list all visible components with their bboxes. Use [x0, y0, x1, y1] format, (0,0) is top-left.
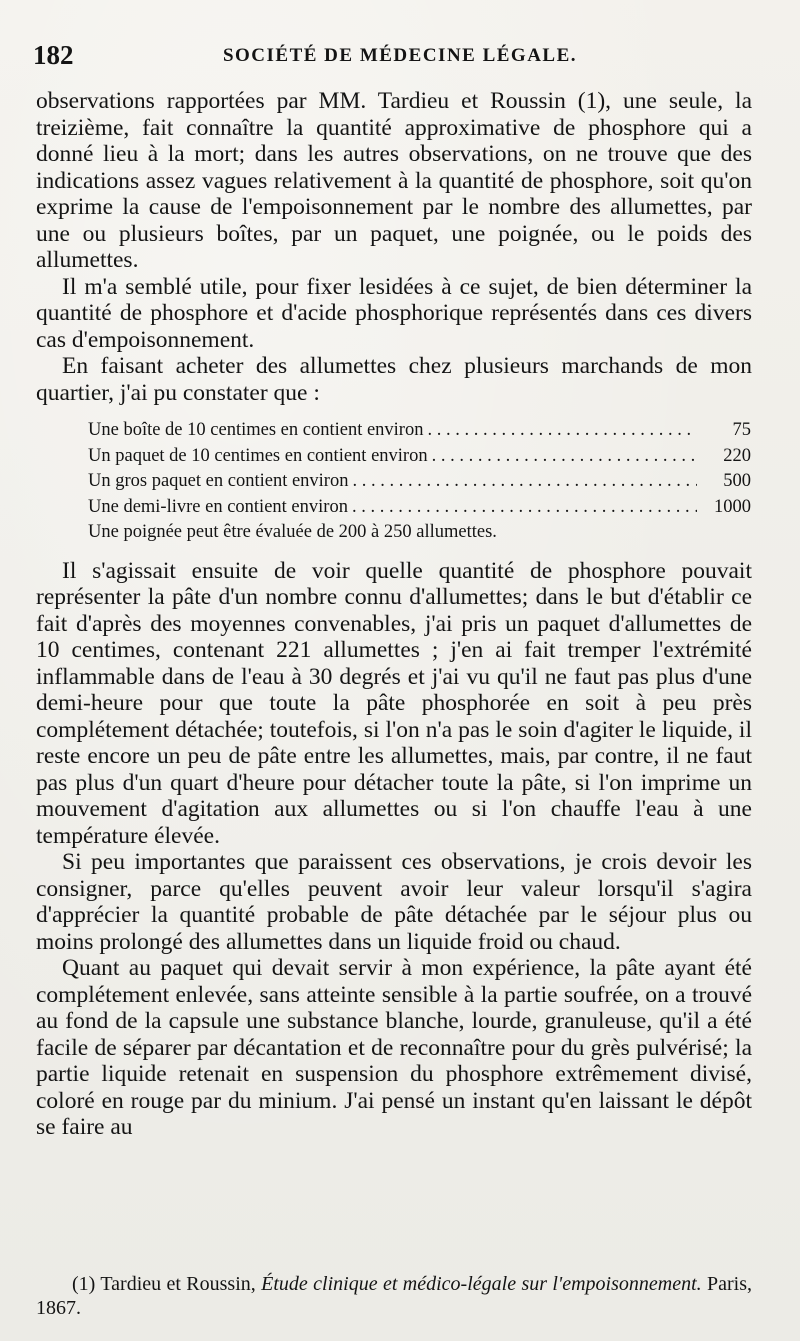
leader-dots [352, 495, 697, 521]
row-value: 1000 [714, 496, 751, 517]
row-value: 500 [723, 471, 751, 491]
table-row [88, 418, 751, 444]
leader-dots [352, 469, 697, 495]
table-row [88, 495, 751, 521]
table-row [88, 444, 751, 470]
leader-dots [432, 444, 697, 470]
paragraph: Il m'a semblé utile, pour fixer lesidées à ce sujet, de bien déterminer la quantité de phosphore et d'acide phosphorique représentés dans ces divers cas d'empoisonnement. [36, 273, 752, 353]
footnote-prefix: (1) Tardieu et Roussin, [72, 1273, 256, 1295]
paragraph: Quant au paquet qui devait servir à mon expérience, la pâte ayant été complétement enlevée, sans atteinte sensible à la partie soufrée, on a trouvé au fond de la capsule une substance blanche, lourde, granuleuse, qu'il a été facile de séparer par décantation et de reconnaître pour du grès pulvérisé; la partie liquide retenait en suspension du phosphore extrêmement divisé, coloré en rouge par du minium. J'ai pensé un instant qu'en laissant le dépôt se faire au [36, 955, 752, 1140]
row-label: Une boîte de 10 centimes en contient environ [88, 420, 424, 440]
row-value: 220 [723, 445, 751, 466]
footnote-suffix: Paris, 1867. [36, 1273, 753, 1319]
paragraph: Si peu importantes que paraissent ces observations, je crois devoir les consigner, parce qu'elles peuvent avoir leur valeur lorsqu'il s'agira d'apprécier la quantité probable de pâte détachée par le séjour plus ou moins prolongé des allumettes dans un liquide froid ou chaud. [36, 849, 752, 955]
row-value: 75 [732, 420, 751, 440]
running-title: SOCIÉTÉ DE MÉDECINE LÉGALE. [222, 45, 578, 66]
row-label: Une demi-livre en contient environ [88, 496, 348, 517]
page-number: 182 [33, 40, 74, 70]
table-row [88, 469, 751, 495]
match-count-table [88, 418, 751, 546]
page-body [36, 88, 752, 1141]
paragraph: En faisant acheter des allumettes chez plusieurs marchands de mon quartier, j'ai pu constater que : [36, 353, 752, 406]
paragraph: Il s'agissait ensuite de voir quelle quantité de phosphore pouvait représenter la pâte d'un nombre connu d'allumettes; dans le but d'établir ce fait d'après des moyennes convenables, j'ai pris un paquet d'allumettes de 10 centimes, contenant 221 allumettes ; j'en ai fait tremper l'extrémité inflammable dans de l'eau à 30 degrés et j'ai vu qu'il ne faut pas plus d'une demi-heure pour que toute la pâte phosphorée en soit à peu près complétement détachée; toutefois, si l'on n'a pas le soin d'agiter le liquide, il reste encore un peu de pâte entre les allumettes, mais, par contre, il ne faut pas plus d'un quart d'heure pour détacher toute la pâte, si l'on imprime un mouvement d'agitation aux allumettes ou si l'on chauffe l'eau à une température élevée. [36, 557, 752, 849]
row-label: Un paquet de 10 centimes en contient environ [88, 445, 428, 466]
footnote-title: Étude clinique et médico-légale sur l'empoisonnement. [261, 1273, 702, 1295]
footnote [36, 1272, 752, 1320]
leader-dots [427, 418, 697, 444]
row-label: Un gros paquet en contient environ [88, 471, 349, 491]
page-header [33, 40, 767, 74]
paragraph-continued: observations rapportées par MM. Tardieu et Roussin (1), une seule, la treizième, fait connaître la quantité approximative de phosphore qui a donné lieu à la mort; dans les autres observations, on ne trouve que des indications assez vagues relativement à la quantité de phosphore, soit qu'on exprime la cause de l'empoisonnement par le nombre des allumettes, par une ou plusieurs boîtes, par un paquet, une poignée, ou le poids des allumettes. [36, 88, 752, 273]
table-note: Une poignée peut être évaluée de 200 à 250 allumettes. [88, 522, 497, 542]
